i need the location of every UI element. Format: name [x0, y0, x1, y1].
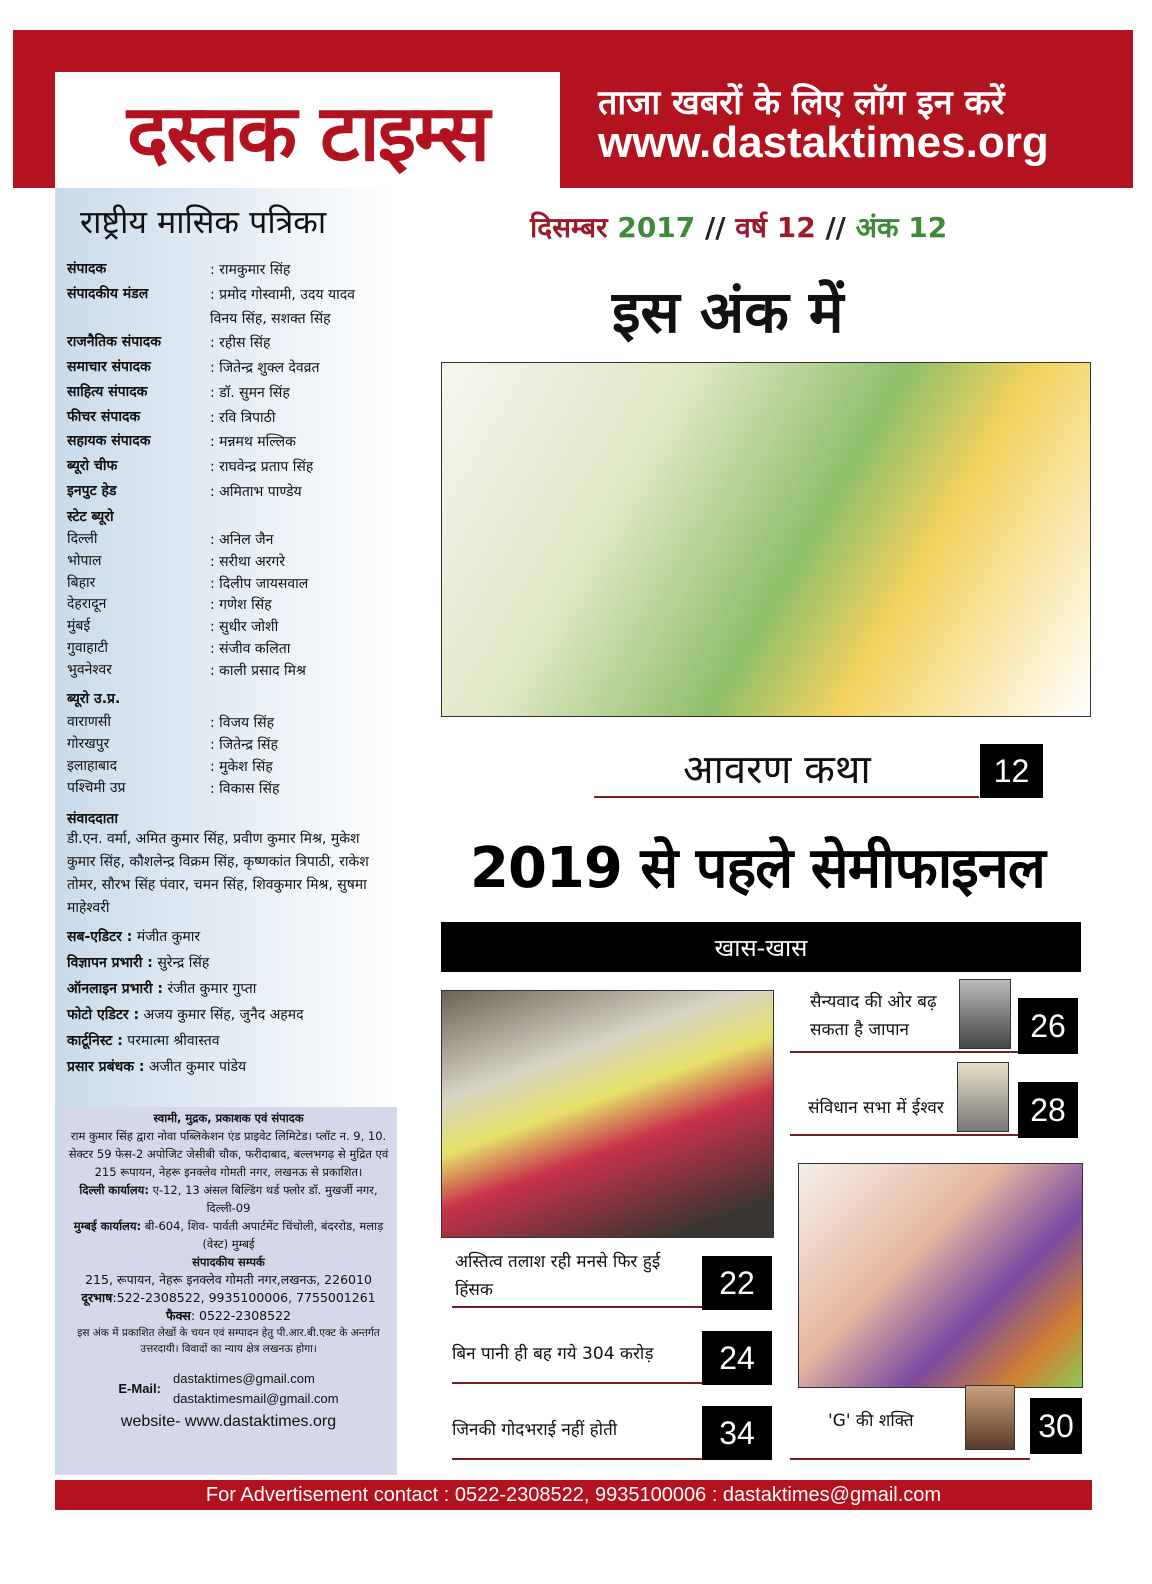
phone-value: :522-2308522, 9935100006, 7755001261 [112, 1290, 376, 1305]
section-label: ब्यूरो उ.प्र. [67, 691, 121, 707]
bureau-place: वाराणसी [67, 714, 111, 730]
bureau-name: : अनिल जैन [210, 532, 274, 548]
staff-name: सुरेन्द्र सिंह [157, 955, 210, 971]
staff-role: इनपुट हेड [67, 482, 117, 499]
divider [452, 1306, 702, 1308]
bureau-place: दिल्ली [67, 531, 98, 547]
section-header: खास-खास [441, 922, 1081, 972]
bureau-place: बिहार [67, 574, 96, 591]
bureau-name: : सरीथा अरगरे [210, 553, 286, 570]
staff-role: ऑनलाइन प्रभारी : [67, 981, 163, 997]
staff-name: : रहीस सिंह [210, 335, 271, 352]
article-title[interactable]: जिनकी गोदभराई नहीं होती [452, 1420, 618, 1440]
author-photo [959, 979, 1011, 1049]
cover-photo [441, 362, 1091, 717]
bureau-name: : सुधीर जोशी [210, 619, 279, 636]
bureau-place: पश्चिमी उप्र [67, 780, 126, 796]
cover-headline[interactable]: 2019 से पहले सेमीफाइनल [470, 836, 1045, 901]
mumbai-office-address: बी-604, शिव- पार्वती अपार्टमेंट चिंचोली, बंदररोड, मलाड़ (वेस्ट) मुम्बई [144, 1219, 384, 1251]
staff-role: राजनैतिक संपादक [67, 334, 161, 351]
bureau-name: : दिलीप जायसवाल [210, 575, 309, 592]
website-link[interactable]: www.dastaktimes.org [598, 118, 1049, 167]
bureau-name: : विजय सिंह [210, 715, 275, 731]
delhi-office [66, 1181, 391, 1217]
separator: // [825, 211, 846, 244]
staff-name: मंजीत कुमार [136, 929, 201, 945]
page-number: 24 [702, 1331, 772, 1385]
author-photo [957, 1062, 1009, 1132]
cover-story-label: आवरण कथा [683, 747, 871, 793]
fax [66, 1307, 391, 1325]
staff-name: : डॉ. सुमन सिंह [210, 384, 290, 401]
staff-name: रंजीत कुमार गुप्ता [167, 981, 257, 997]
phone-label: दूरभाष [81, 1290, 113, 1305]
article-title[interactable]: सैन्यवाद की ओर बढ़ सकता है जापान [810, 992, 937, 1040]
bureau-place: गोरखपुर [67, 736, 110, 752]
bureau-place: इलाहाबाद [67, 758, 118, 774]
mumbai-office-label: मुम्बई कार्यालय: [73, 1219, 142, 1233]
bureau-name: : जितेन्द्र सिंह [210, 737, 278, 753]
phone [66, 1289, 391, 1307]
magazine-type: राष्ट्रीय मासिक पत्रिका [80, 203, 327, 241]
contents-title: इस अंक में [612, 278, 844, 346]
bureau-place: गुवाहाटी [67, 640, 109, 656]
staff-role: प्रसार प्रबंधक : [67, 1059, 145, 1075]
staff-name: : जितेन्द्र शुक्ल देवव्रत [210, 360, 320, 377]
bureau-name: : विकास सिंह [210, 781, 280, 797]
divider [790, 1051, 1018, 1053]
bureau-name: : काली प्रसाद मिश्र [210, 662, 306, 679]
issue-number: अंक 12 [855, 211, 948, 244]
imprint-text: राम कुमार सिंह द्वारा नोवा पब्लिकेशन एंड प्राइवेट लिमिटेड। प्लॉट न. 9, 10. सेक्टर 59 फेस-2 अपोजिट जेसीबी चौक, फरीदाबाद, बल्लभगढ़ से मुद्रित एवं 215 रूपायन, नेहरू इनक्लेव गोमती नगर, लखनऊ से प्रकाशित। [68, 1129, 389, 1179]
article-title[interactable]: बिन पानी ही बह गये 304 करोड़ [452, 1344, 654, 1364]
article-title[interactable]: अस्तित्व तलाश रही मनसे फिर हुई हिंसक [455, 1252, 661, 1300]
imprint-heading: स्वामी, मुद्रक, प्रकाशक एवं संपादक [153, 1111, 304, 1125]
divider [594, 796, 979, 798]
bureau-name: : मुकेश सिंह [210, 759, 273, 775]
staff-role: संपादकीय मंडल [67, 285, 149, 302]
delhi-office-label: दिल्ली कार्यालय: [79, 1183, 149, 1197]
staff-role: ब्यूरो चीफ [67, 457, 118, 474]
issue-year: 2017 [617, 211, 696, 244]
bureau-name: : गणेश सिंह [210, 597, 272, 614]
staff-name: : रामकुमार सिंह [210, 262, 291, 278]
article-title[interactable]: 'G' की शक्ति [828, 1411, 914, 1431]
bureau-place: भोपाल [67, 552, 102, 569]
staff-role: फोटो एडिटर : [67, 1007, 140, 1023]
page-number: 28 [1018, 1082, 1078, 1138]
separator: // [705, 211, 726, 244]
staff-role: सब-एडिटर : [67, 929, 133, 945]
page-number: 30 [1030, 1398, 1082, 1454]
logo: दस्तक टाइम्स [55, 72, 560, 188]
article-photo [441, 990, 774, 1238]
bureau-place: मुंबई [67, 618, 91, 635]
page-number: 12 [980, 744, 1043, 798]
staff-role: समाचार संपादक [67, 359, 151, 376]
staff-role: कार्टूनिस्ट : [67, 1033, 123, 1049]
mumbai-office [66, 1217, 391, 1253]
issue-volume: वर्ष 12 [735, 211, 816, 244]
article-title[interactable]: संविधान सभा में ईश्वर [808, 1098, 944, 1118]
fax-value: : 0522-2308522 [190, 1308, 291, 1323]
page-number: 22 [702, 1256, 772, 1310]
staff-role: विज्ञापन प्रभारी : [67, 955, 153, 971]
staff-role: सहायक संपादक [67, 433, 151, 450]
staff-name: : अमिताभ पाण्डेय [210, 483, 302, 500]
staff-name: : मन्नमथ मल्लिक [210, 434, 296, 451]
staff-name: : रवि त्रिपाठी [210, 409, 276, 426]
divider [790, 1134, 1018, 1136]
staff-role: साहित्य संपादक [67, 383, 148, 400]
page-number: 26 [1018, 998, 1078, 1054]
delhi-office-address: ए-12, 13 अंसल बिल्डिंग थर्ड फ्लोर डॉ. मुखर्जी नगर, दिल्ली-09 [152, 1183, 378, 1215]
author-photo [965, 1385, 1015, 1450]
email-block [66, 1369, 391, 1409]
staff-name: अजीत कुमार पांडेय [148, 1059, 247, 1075]
page-number: 34 [702, 1406, 772, 1460]
bureau-name: : संजीव कलिता [210, 641, 291, 657]
email-link[interactable]: dastaktimes@gmail.com [172, 1371, 315, 1386]
divider [790, 1458, 1030, 1460]
correspondents-list: डी.एन. वर्मा, अमित कुमार सिंह, प्रवीण कुमार मिश्र, मुकेश कुमार सिंह, कौशलेन्द्र विक्रम सिंह, कृष्णकांत त्रिपाठी, राकेश तोमर, सौरभ सिंह पंवार, चमन सिंह, शिवकुमार मिश्र, सुषमा माहेश्वरी [67, 831, 369, 916]
editorial-contact-heading: संपादकीय सम्पर्क [192, 1255, 265, 1269]
disclaimer: इस अंक में प्रकाशित लेखों के चयन एवं सम्पादन हेतु पी.आर.बी.एक्ट के अन्तर्गत उत्तरदायी। विवादों का न्याय क्षेत्र लखनऊ होगा। [77, 1327, 380, 1355]
fax-label: फैक्स [165, 1308, 191, 1323]
issue-month: दिसम्बर [530, 211, 608, 244]
cartoon-image [798, 1163, 1083, 1388]
website-text[interactable]: website- www.dastaktimes.org [120, 1413, 337, 1430]
staff-name: परमात्मा श्रीवास्तव [127, 1033, 220, 1049]
bureau-place: भुवनेश्वर [67, 661, 112, 678]
bureau-place: देहरादून [67, 596, 107, 613]
tagline: ताजा खबरों के लिए लॉग इन करें [598, 83, 1005, 123]
staff-name: विनय सिंह, सशक्त सिंह [210, 310, 331, 327]
staff-name: : प्रमोद गोस्वामी, उदय यादव [210, 286, 355, 303]
staff-role: संपादक [67, 261, 107, 277]
advertisement-footer: For Advertisement contact : 0522-2308522, 9935100006 : dastaktimes@gmail.com [55, 1480, 1092, 1510]
staff-name: अजय कुमार सिंह, जुनैद अहमद [143, 1007, 304, 1023]
issue-info [530, 208, 947, 246]
divider [452, 1458, 702, 1460]
editorial-address: 215, रूपायन, नेहरू इनक्लेव गोमती नगर,लखनऊ, 226010 [85, 1272, 372, 1287]
section-label: स्टेट ब्यूरो [67, 509, 114, 525]
staff-role: फीचर संपादक [67, 408, 141, 425]
divider [452, 1382, 702, 1384]
email-label: E-Mail: [118, 1381, 161, 1396]
email-link[interactable]: dastaktimesmail@gmail.com [172, 1391, 339, 1406]
imprint-box [60, 1107, 397, 1475]
section-label: संवाददाता [67, 811, 118, 827]
staff-name: : राघवेन्द्र प्रताप सिंह [210, 458, 314, 475]
